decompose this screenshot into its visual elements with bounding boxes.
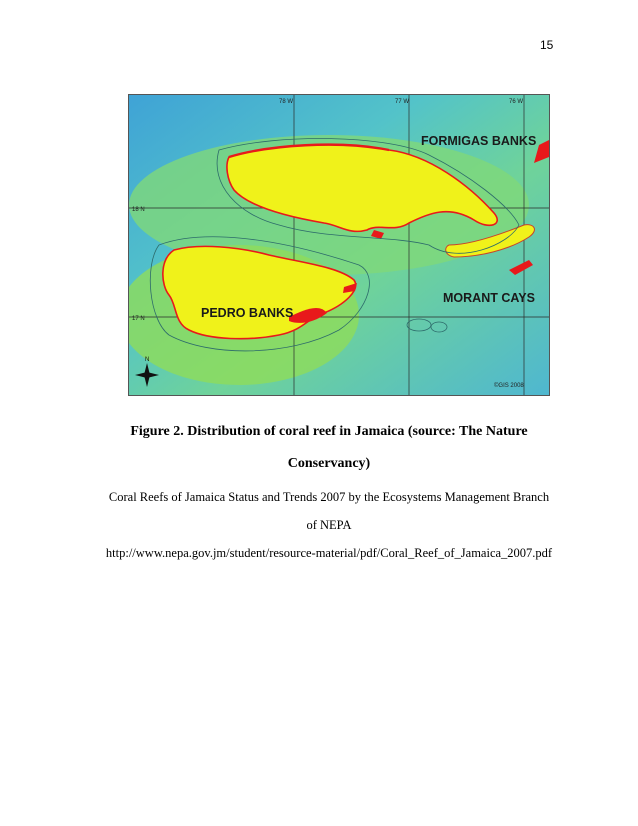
grid-label: 78 W xyxy=(279,99,294,105)
citation-line2: of NEPA xyxy=(306,518,352,532)
figure-caption-line1: Figure 2. Distribution of coral reef in Jamaica (source: The Nature xyxy=(130,424,528,439)
page-number: 15 xyxy=(540,38,554,52)
grid-label: 77 W xyxy=(395,99,410,105)
citation-url[interactable]: http://www.nepa.gov.jm/student/resource-material/pdf/Coral_Reef_of_Jamaica_2007.pdf xyxy=(105,546,553,560)
grid-label: 17 N xyxy=(132,316,145,322)
label-morant-cays: MORANT CAYS xyxy=(443,291,535,305)
label-formigas-banks: FORMIGAS BANKS xyxy=(421,134,537,148)
label-pedro-banks: PEDRO BANKS xyxy=(201,306,294,320)
grid-label: 76 W xyxy=(509,99,524,105)
grid-label: 18 N xyxy=(132,207,145,213)
svg-text:N: N xyxy=(145,357,150,363)
figure-caption-line2: Conservancy) xyxy=(287,456,371,471)
map-credit: ©GIS 2008 xyxy=(494,383,524,389)
coral-reef-map xyxy=(128,94,550,396)
citation-line1: Coral Reefs of Jamaica Status and Trends 2007 by the Ecosystems Management Branch xyxy=(108,490,550,504)
